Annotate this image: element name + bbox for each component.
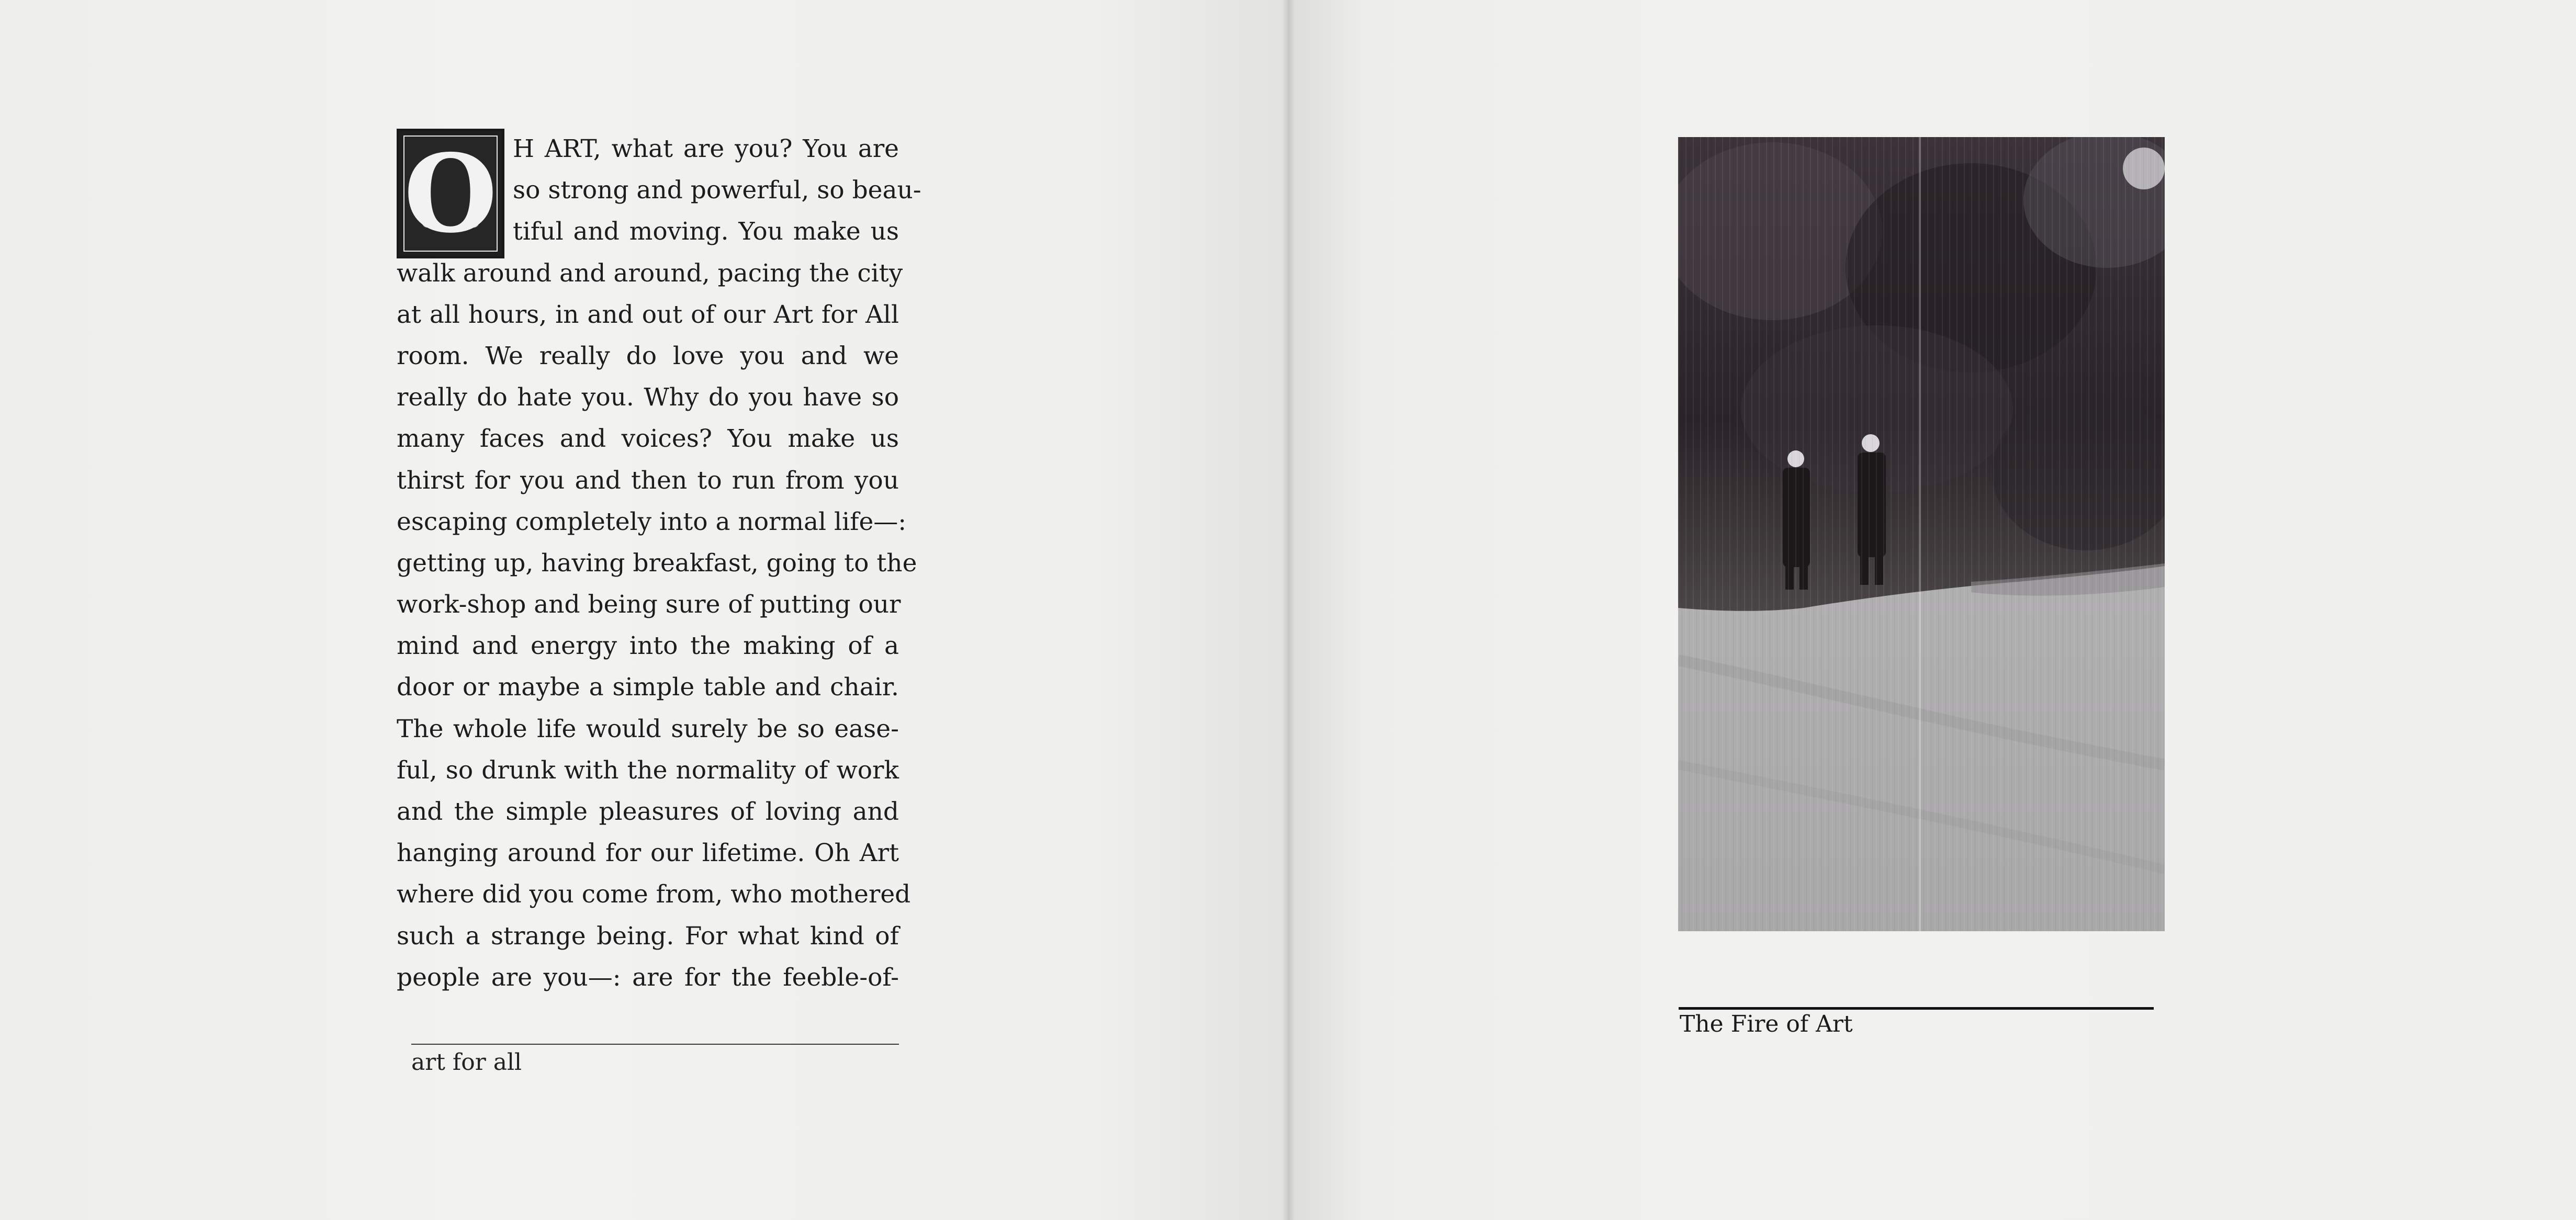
photo-caption: The Fire of Art <box>1680 1011 1853 1037</box>
photograph <box>1678 137 2165 931</box>
text-line: tiful and moving. You make us <box>513 217 899 246</box>
text-line: walk around and around, pacing the city <box>397 258 903 288</box>
photo-scene <box>1678 137 2165 931</box>
text-line: mind and energy into the making of a <box>397 631 899 661</box>
text-line: people are you—: are for the feeble-of- <box>397 963 899 992</box>
book-gutter <box>1282 0 1295 1220</box>
text-line: many faces and voices? You make us <box>397 424 899 454</box>
text-line: thirst for you and then to run from you <box>397 466 899 495</box>
running-footer: art for all <box>411 1049 522 1076</box>
body-text <box>397 128 921 998</box>
text-line: such a strange being. For what kind of <box>397 921 899 951</box>
text-line: H ART, what are you? You are <box>513 134 899 163</box>
caption-rule <box>1679 1007 2154 1010</box>
text-line: really do hate you. Why do you have so <box>397 383 899 412</box>
text-line: at all hours, in and out of our Art for All <box>397 300 899 329</box>
text-line: getting up, having breakfast, going to the <box>397 548 917 578</box>
drop-cap-letter: O <box>403 131 498 257</box>
footer-rule <box>411 1044 899 1045</box>
text-line: where did you come from, who mothered <box>397 880 911 909</box>
text-line: ful, so drunk with the normality of work <box>397 755 899 785</box>
text-line: room. We really do love you and we <box>397 341 899 370</box>
text-line: and the simple pleasures of loving and <box>397 797 899 826</box>
text-line: door or maybe a simple table and chair. <box>397 673 899 702</box>
text-line: work-shop and being sure of putting our <box>397 590 901 619</box>
text-line: so strong and powerful, so beau- <box>513 176 921 205</box>
text-line: The whole life would surely be so ease- <box>397 714 899 743</box>
text-line: escaping completely into a normal life—: <box>397 507 907 536</box>
text-line: hanging around for our lifetime. Oh Art <box>397 839 899 868</box>
